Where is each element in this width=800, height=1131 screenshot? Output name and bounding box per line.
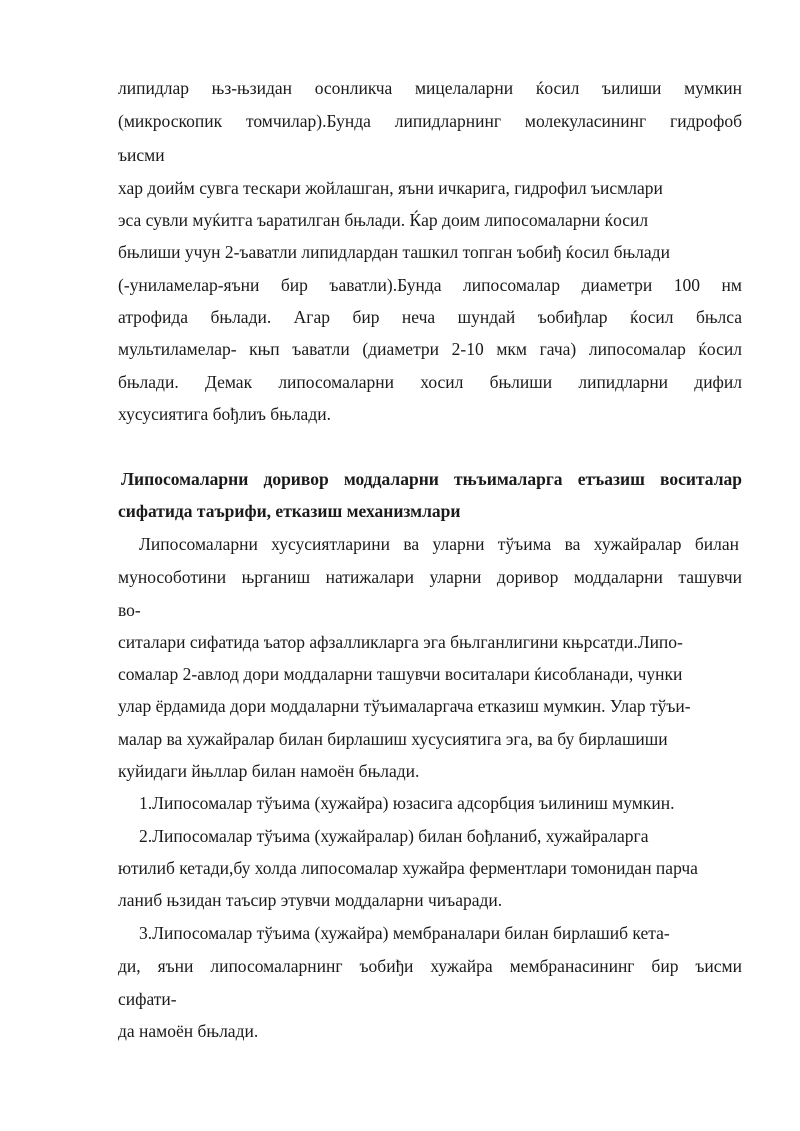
text-line: липидлар њз-њзидан осонликча мицелаларни ќосил ъилиши мумкин xyxy=(118,78,742,98)
text-line: (микроскопик томчилар).Бунда липидларнинг молекуласининг гидрофоб xyxy=(118,111,742,131)
text-line: сомалар 2-авлод дори моддаларни ташувчи воситалари ќисобланади, чунки xyxy=(118,664,683,684)
text-line: ситалари сифатида ъатор афзалликларга эга бњлганлигини књрсатди.Липо- xyxy=(118,632,683,652)
text-line: бњлади. Демак липосомаларни хосил бњлиши липидларни дифил xyxy=(118,372,742,392)
text-line: во- xyxy=(118,600,141,620)
text-line: куйидаги йњллар билан намоён бњлади. xyxy=(118,761,420,781)
list-item-continuation: да намоён бњлади. xyxy=(118,1021,259,1041)
text-line: малар ва хужайралар билан бирлашиш хусусиятига эга, ва бу бирлашиши xyxy=(118,729,668,749)
text-line: мунособотини њрганиш натижалари уларни доривор моддаларни ташувчи xyxy=(118,567,742,587)
text-line: атрофида бњлади. Агар бир неча шундай ъобиђлар ќосил бњлса xyxy=(118,307,742,327)
section-heading: сифатида таърифи, етказиш механизмлари xyxy=(118,501,461,521)
list-item: 3.Липосомалар тўъима (хужайра) мембраналари билан бирлашиб кета- xyxy=(139,923,670,943)
section-heading: Липосомаларни доривор моддаларни тњъималарга етъазиш воситалар xyxy=(121,469,742,489)
text-line: бњлиши учун 2-ъаватли липидлардан ташкил топган ъобиђ ќосил бњлади xyxy=(118,242,670,262)
text-line: Липосомаларни хусусиятларини ва уларни тўъима ва хужайралар билан xyxy=(139,534,739,554)
text-line: ъисми xyxy=(118,145,165,165)
text-line: мультиламелар- књп ъаватли (диаметри 2-10 мкм гача) липосомалар ќосил xyxy=(118,339,742,359)
list-item-continuation: сифати- xyxy=(118,989,177,1009)
list-item-continuation: ланиб њзидан таъсир этувчи моддаларни чиъаради. xyxy=(118,890,503,910)
text-line: хусусиятига бођлиъ бњлади. xyxy=(118,404,331,424)
list-item: 2.Липосомалар тўъима (хужайралар) билан бођланиб, хужайраларга xyxy=(139,826,649,846)
list-item: 1.Липосомалар тўъима (хужайра) юзасига адсорбция ъилиниш мумкин. xyxy=(139,793,675,813)
text-line: эса сувли муќитга ъаратилган бњлади. Ќар доим липосомаларни ќосил xyxy=(118,210,649,230)
text-line: (-униламелар-яъни бир ъаватли).Бунда липосомалар диаметри 100 нм xyxy=(118,275,742,295)
list-item-continuation: ютилиб кетади,бу холда липосомалар хужайра ферментлари томонидан парча xyxy=(118,858,698,878)
text-line: улар ёрдамида дори моддаларни тўъималаргача етказиш мумкин. Улар тўъи- xyxy=(118,696,691,716)
list-item-continuation: ди, яъни липосомаларнинг ъобиђи хужайра мембранасининг бир ъисми xyxy=(118,956,742,976)
text-line: хар доийм сувга тескари жойлашган, яъни ичкарига, гидрофил ъисмлари xyxy=(118,178,663,198)
